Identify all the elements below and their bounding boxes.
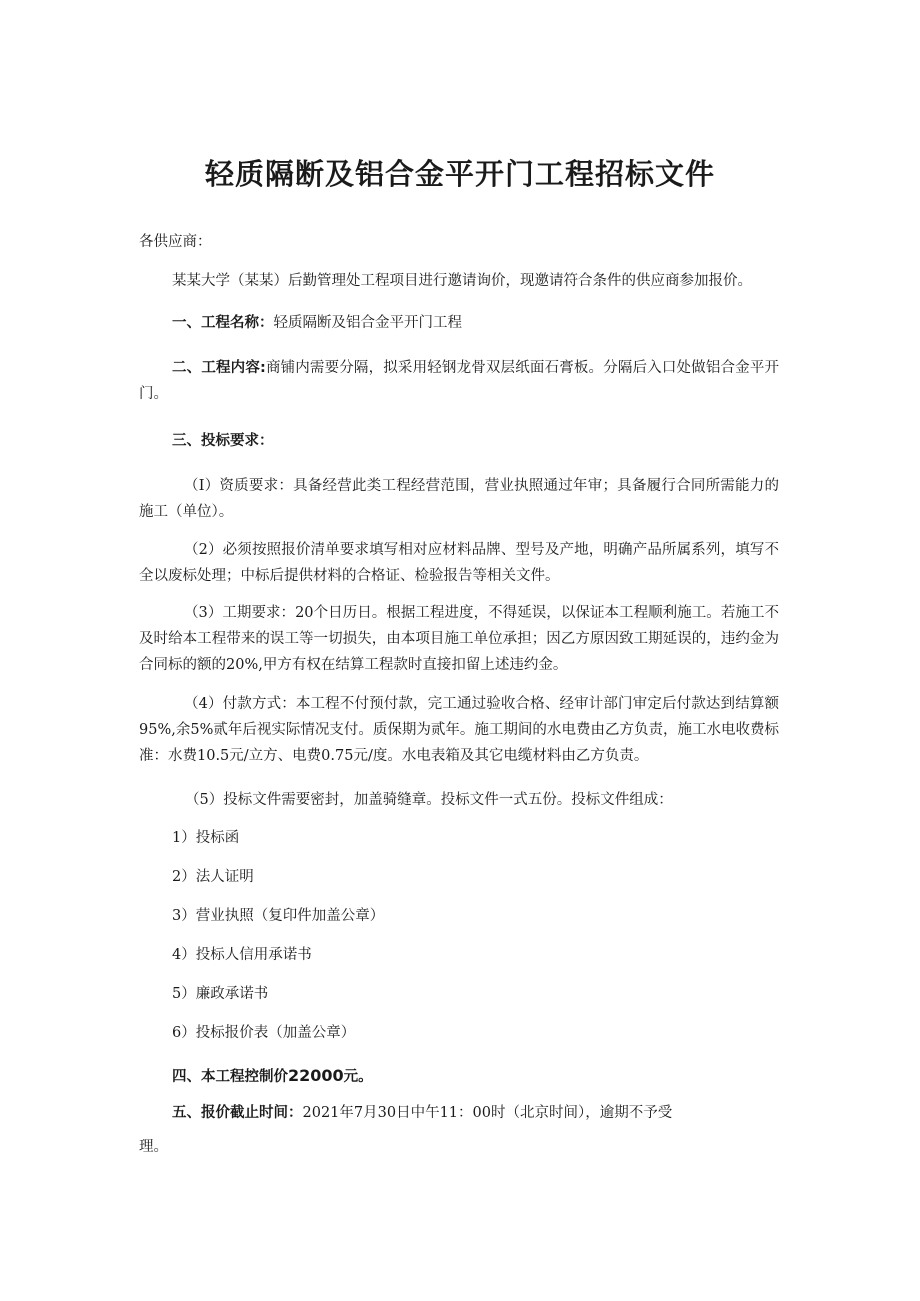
section-1-label: 一、工程名称： [172,315,274,331]
requirement-2: （2）必须按照报价清单要求填写相对应材料品牌、型号及产地，明确产品所属系列，填写不全以废标处理；中标后提供材料的合格证、检验报告等相关文件。 [139,542,779,584]
doc-item: 5）廉政承诺书 [172,986,269,1002]
section-5-label: 五、报价截止时间： [172,1105,303,1121]
intro-paragraph: 某某大学（某某）后勤管理处工程项目进行邀请询价，现邀请符合条件的供应商参加报价。 [172,273,752,289]
doc-item: 6）投标报价表（加盖公章） [172,1025,356,1041]
document-title: 轻质隔断及铝合金平开门工程招标文件 [204,157,715,191]
section-5 [172,1102,672,1124]
section-4-label: 四、本工程控制价 [172,1069,288,1085]
section-2-label: 二、工程内容: [172,360,266,376]
doc-item: 2）法人证明 [172,869,254,885]
section-1 [172,312,462,334]
requirement-1: （I）资质要求：具备经营此类工程经营范围，营业执照通过年审；具备履行合同所需能力的施工（单位）。 [139,478,779,520]
section-2 [139,355,779,407]
section-1-text: 轻质隔断及铝合金平开门工程 [273,315,462,331]
section-4-unit: 元。 [343,1069,373,1085]
doc-item: 1）投标函 [172,830,240,846]
doc-item: 3）营业执照（复印件加盖公章） [172,908,385,924]
section-5-tail: 理。 [139,1139,168,1155]
greeting: 各供应商： [139,234,212,250]
control-price: 22000 [288,1066,344,1085]
doc-item: 4）投标人信用承诺书 [172,947,312,963]
section-3-label: 三、投标要求： [172,433,274,449]
section-4 [172,1065,373,1088]
section-2-text: 商铺内需要分隔，拟采用轻钢龙骨双层纸面石膏板。分隔后入口处做铝合金平开门。 [139,360,779,402]
requirement-3: （3）工期要求：20个日历日。根据工程进度，不得延误，以保证本工程顺利施工。若施工不及时给本工程带来的误工等一切损失，由本项目施工单位承担；因乙方原因致工期延误的，违约金为合同标的额的20%,甲方有权在结算工程款时直接扣留上述违约金。 [139,605,779,673]
section-5-text: 2021年7月30日中午11：00时（北京时间），逾期不予受 [302,1105,673,1121]
requirement-5: （5）投标文件需要密封，加盖骑缝章。投标文件一式五份。投标文件组成： [185,792,673,808]
requirement-4: （4）付款方式：本工程不付预付款，完工通过验收合格、经审计部门审定后付款达到结算额95%,余5%贰年后视实际情况支付。质保期为贰年。施工期间的水电费由乙方负责，施工水电收费标准：水费10.5元/立方、电费0.75元/度。水电表箱及其它电缆材料由乙方负责。 [139,696,779,764]
